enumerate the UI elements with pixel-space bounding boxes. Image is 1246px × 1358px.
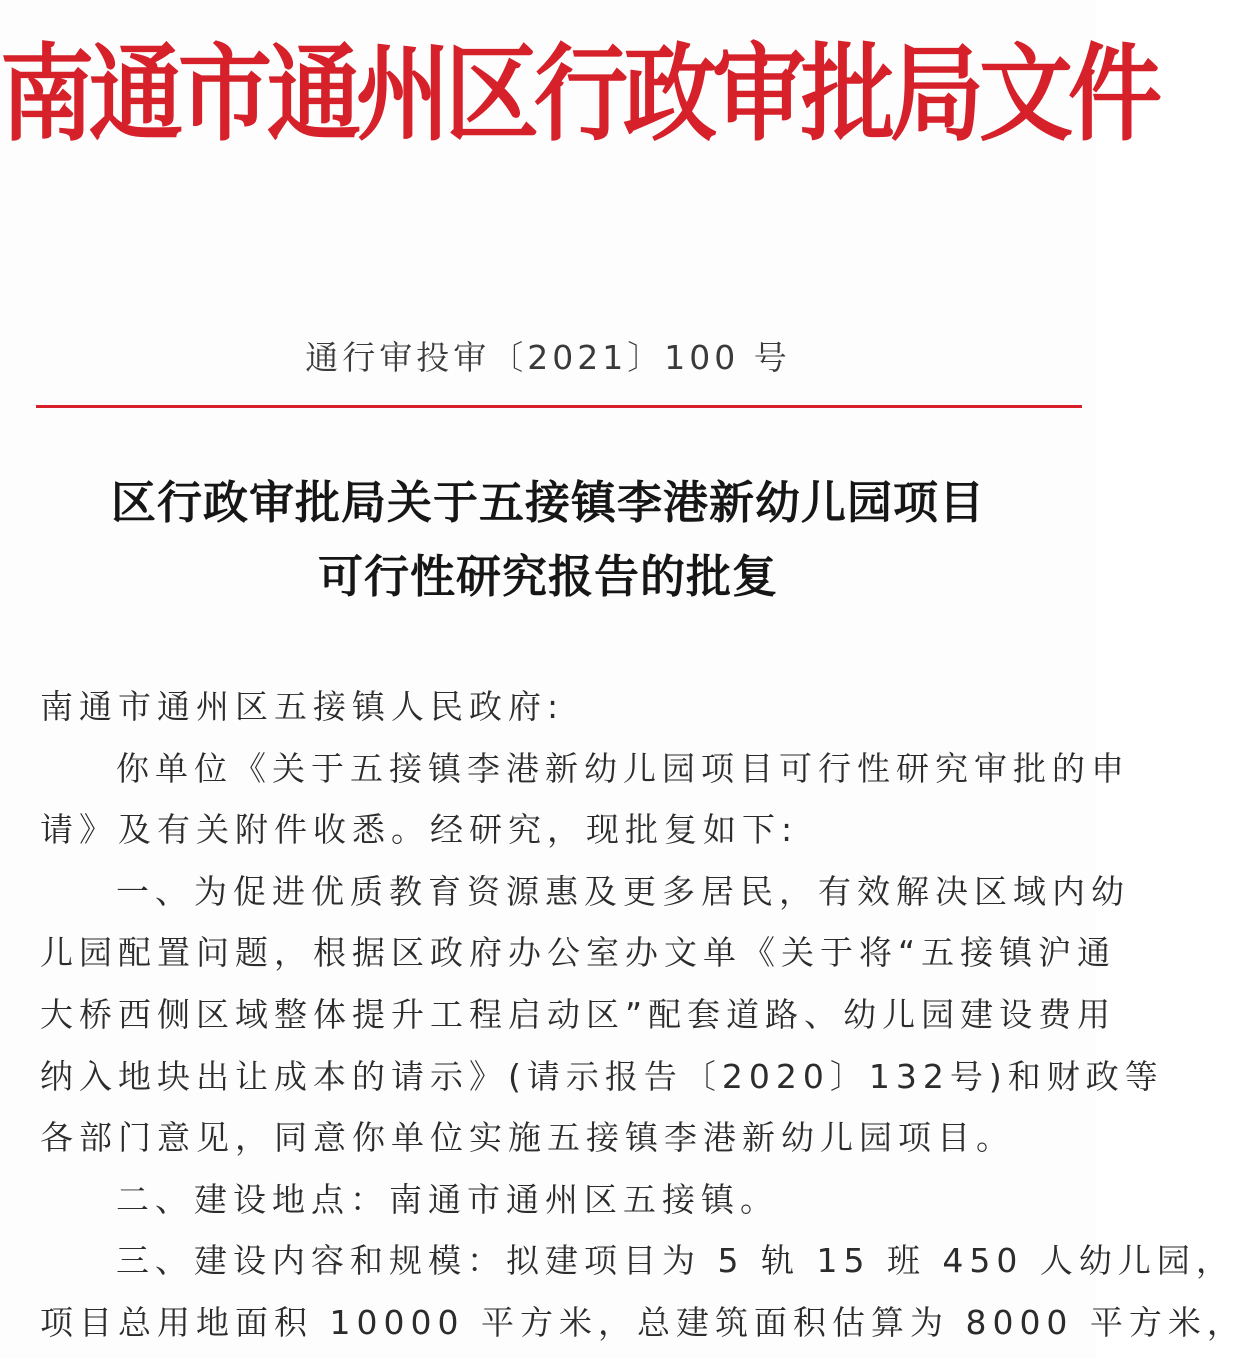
document-body xyxy=(40,676,1246,1354)
body-line-9: 三、建设内容和规模：拟建项目为 5 轨 15 班 450 人幼儿园， xyxy=(116,1241,1235,1281)
body-line-4: 儿园配置问题，根据区政府办公室办文单《关于将“五接镇沪通 xyxy=(40,933,1117,973)
body-line-6: 纳入地块出让成本的请示》(请示报告〔2020〕132号)和财政等 xyxy=(40,1056,1164,1096)
document-title-line-2: 可行性研究报告的批复 xyxy=(317,550,778,603)
addressee: 南通市通州区五接镇人民政府: xyxy=(40,687,565,726)
document-number: 通行审投审〔2021〕100 号 xyxy=(305,338,791,377)
body-line-5: 大桥西侧区域整体提升工程启动区”配套道路、幼儿园建设费用 xyxy=(40,994,1117,1034)
masthead-title: 南通市通州区行政审批局文件 xyxy=(0,33,1158,157)
body-line-2: 请》及有关附件收悉。经研究，现批复如下: xyxy=(40,810,799,850)
body-line-7: 各部门意见，同意你单位实施五接镇李港新幼儿园项目。 xyxy=(40,1118,1015,1158)
body-line-3: 一、为促进优质教育资源惠及更多居民，有效解决区域内幼 xyxy=(116,871,1130,911)
body-line-10: 项目总用地面积 10000 平方米，总建筑面积估算为 8000 平方米， xyxy=(40,1302,1246,1342)
body-line-8: 二、建设地点：南通市通州区五接镇。 xyxy=(116,1179,779,1219)
document-title xyxy=(0,466,1096,614)
body-line-1: 你单位《关于五接镇李港新幼儿园项目可行性研究审批的申 xyxy=(116,748,1130,788)
red-divider-rule xyxy=(36,405,1082,408)
document-title-line-1: 区行政审批局关于五接镇李港新幼儿园项目 xyxy=(110,476,985,529)
